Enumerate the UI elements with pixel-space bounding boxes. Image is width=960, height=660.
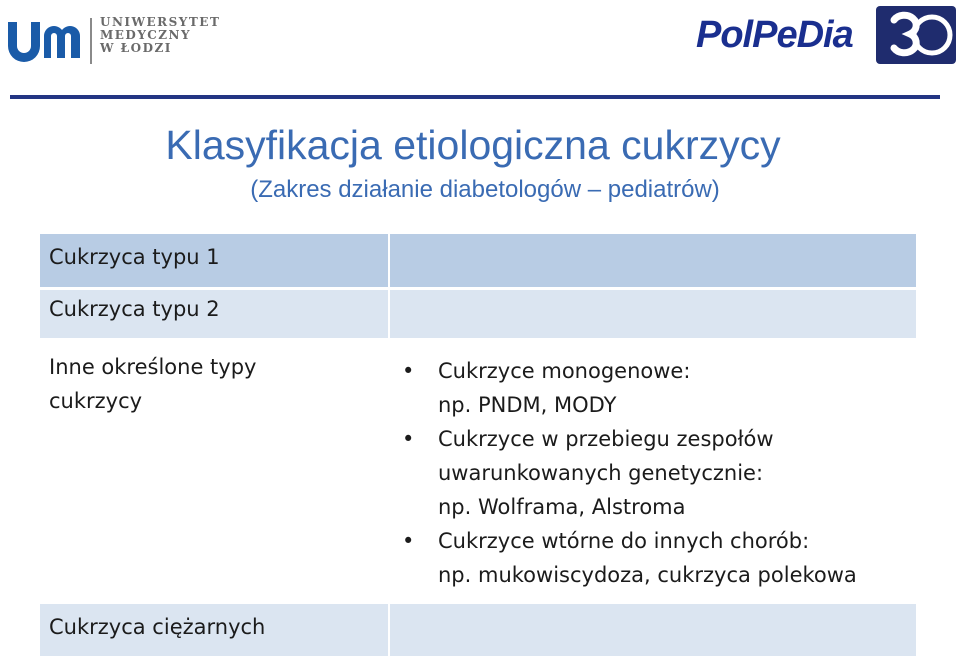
list-item-main: Cukrzyce monogenowe: (438, 359, 691, 383)
slide-subtitle: (Zakres działanie diabetologów – pediatrów) (250, 176, 720, 203)
polpedia-badge-icon (876, 6, 956, 64)
row-label: Cukrzyca ciężarnych (40, 604, 388, 656)
polpedia-logo-text: PolPeDia (696, 14, 853, 56)
row-label: Cukrzyca typu 2 (40, 290, 388, 338)
umed-logo-line1: UNIWERSYTET (100, 15, 221, 29)
list-item (402, 422, 916, 524)
table-row (40, 604, 916, 656)
list-item-sub: np. Wolframa, Alstroma (438, 495, 686, 519)
table-row (40, 234, 916, 287)
list-item-main: Cukrzyce w przebiegu zespołów uwarunkowanych genetycznie: (438, 427, 774, 485)
list-item (402, 354, 916, 422)
list-item-main: Cukrzyce wtórne do innych chorób: (438, 529, 810, 553)
bullet-icon: • (402, 427, 415, 451)
row-content (390, 340, 916, 602)
umed-logo (6, 12, 221, 66)
umed-logo-divider (90, 18, 92, 64)
list-item (402, 524, 916, 592)
polpedia-logo (666, 6, 956, 64)
table-row (40, 340, 916, 602)
bullet-list (390, 340, 916, 592)
row-label-text: Inne określone typy cukrzycy (49, 355, 257, 413)
row-label (40, 340, 340, 602)
umed-logo-mark (6, 18, 80, 62)
row-content (390, 290, 916, 338)
list-item-sub: np. mukowiscydoza, cukrzyca polekowa (438, 563, 857, 587)
umed-logo-line2: MEDYCZNY (100, 28, 192, 42)
table-row (40, 290, 916, 338)
slide-title: Klasyfikacja etiologiczna cukrzycy (165, 122, 781, 168)
bullet-icon: • (402, 359, 415, 383)
row-content (390, 604, 916, 656)
umed-logo-text (100, 16, 220, 55)
row-content (390, 234, 916, 287)
bullet-icon: • (402, 529, 415, 553)
list-item-sub: np. PNDM, MODY (438, 393, 617, 417)
row-label: Cukrzyca typu 1 (40, 234, 388, 287)
umed-logo-line3: W ŁODZI (100, 41, 172, 55)
header-rule (10, 95, 940, 99)
